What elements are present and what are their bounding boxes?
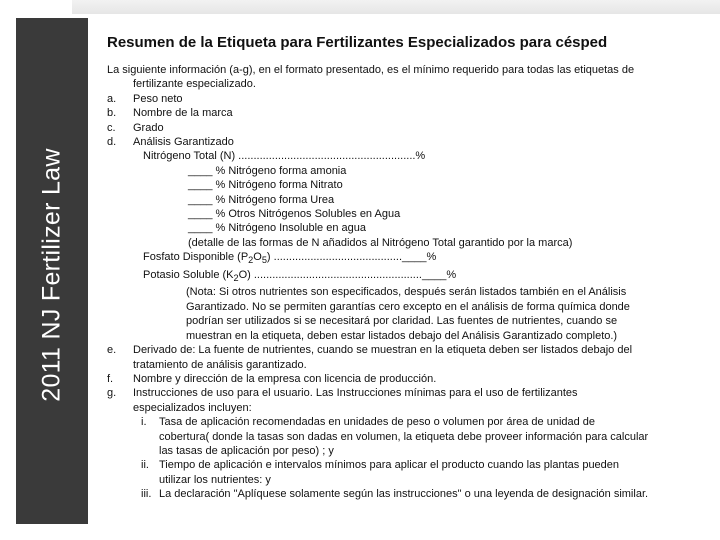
list-item-e	[107, 343, 703, 357]
note-line: (Nota: Si otros nutrientes son especificados, después serán listados también en el Análisis	[186, 286, 627, 299]
list-item-text: Grado	[133, 121, 164, 134]
list-item-text: Derivado de: La fuente de nutrientes, cuando se muestran en la etiqueta deben ser listados debajo del	[133, 344, 633, 357]
note-line: podrían ser utilizados si se necesitará por claridad. Las fuentes de nutrientes, cuando se	[186, 315, 618, 328]
roman-marker: ii.	[141, 459, 149, 472]
list-marker: c.	[107, 121, 116, 134]
instruction-item: iii. La declaración "Aplíquese solamente según las instrucciones" o una leyenda de designación similar.	[141, 488, 649, 501]
list-item-text: Peso neto	[133, 92, 183, 105]
list-marker: f.	[107, 372, 114, 385]
list-marker: d.	[107, 136, 117, 149]
sidebar-title: 2011 NJ Fertilizer Law	[37, 148, 66, 402]
list-item-g	[107, 386, 703, 400]
list-item-text: Instrucciones de uso para el usuario. Las Instrucciones mínimas para el uso de fertilizantes	[133, 387, 578, 400]
n-form-line: ____ % Nitrógeno forma Nitrato	[188, 179, 343, 192]
list-item-text: Nombre de la marca	[133, 107, 233, 120]
note-line: Garantizado. No se permiten garantías cero excepto en el análisis de forma química donde	[186, 300, 630, 313]
instruction-continuation: utilizar los nutrientes: y	[159, 473, 271, 486]
list-marker: g.	[107, 387, 117, 400]
list-marker: b.	[107, 107, 117, 120]
list-item-continuation: especializados incluyen:	[133, 401, 252, 414]
list-item-b	[107, 106, 703, 120]
slide-title: Resumen de la Etiqueta para Fertilizantes Especializados para césped	[107, 34, 608, 51]
instruction-item: i. Tasa de aplicación recomendadas en unidades de peso o volumen por área de unidad de	[141, 416, 596, 429]
phosphate-line: Fosfato Disponible $(P_2O_5)$ ..........................................____%	[143, 251, 437, 266]
roman-marker: i.	[141, 416, 147, 429]
list-item-a	[107, 92, 703, 106]
list-item-continuation: tratamiento de análisis garantizado.	[133, 358, 307, 371]
n-form-line: (detalle de las formas de N añadidos al Nitrógeno Total garantido por la marca)	[188, 236, 573, 249]
instruction-item: ii. Tiempo de aplicación e intervalos mínimos para aplicar el producto cuando las plantas pueden	[141, 459, 620, 472]
list-item-text: Análisis Garantizado	[133, 136, 234, 149]
potash-line: Potasio Soluble $(K_2O)$ .......................................................____%	[143, 268, 457, 284]
list-item-c	[107, 121, 703, 135]
n-form-line: ____ % Otros Nitrógenos Solubles en Agua	[188, 208, 401, 221]
roman-marker: iii.	[141, 488, 152, 501]
intro-line: La siguiente información (a-g), en el formato presentado, es el mínimo requerido para todas las etiquetas de	[107, 64, 635, 76]
intro-line: fertilizante especializado.	[133, 78, 256, 91]
list-item-d	[107, 135, 703, 149]
top-stripe	[72, 0, 720, 14]
n-form-line: ____ % Nitrógeno forma amonia	[188, 164, 347, 177]
list-marker: e.	[107, 344, 117, 357]
list-item-text: Nombre y dirección de la empresa con licencia de producción.	[133, 372, 437, 385]
n-form-line: ____ % Nitrógeno forma Urea	[188, 193, 335, 206]
note-line: muestran en la etiqueta, deben estar listados debajo del Análisis Garantizado completo.)	[186, 329, 618, 342]
instruction-continuation: las tasas de aplicación por peso) ; y	[159, 444, 334, 457]
list-marker: a.	[107, 92, 117, 105]
n-form-line: ____ % Nitrógeno Insoluble en agua	[188, 222, 366, 235]
instruction-continuation: cobertura( donde la tasas son dadas en volumen, la etiqueta debe proveer información para calcular	[159, 430, 649, 443]
total-nitrogen-line: Nitrógeno Total (N) ..........................................................%	[143, 150, 426, 163]
list-item-f	[107, 372, 703, 386]
content-body	[107, 63, 703, 502]
